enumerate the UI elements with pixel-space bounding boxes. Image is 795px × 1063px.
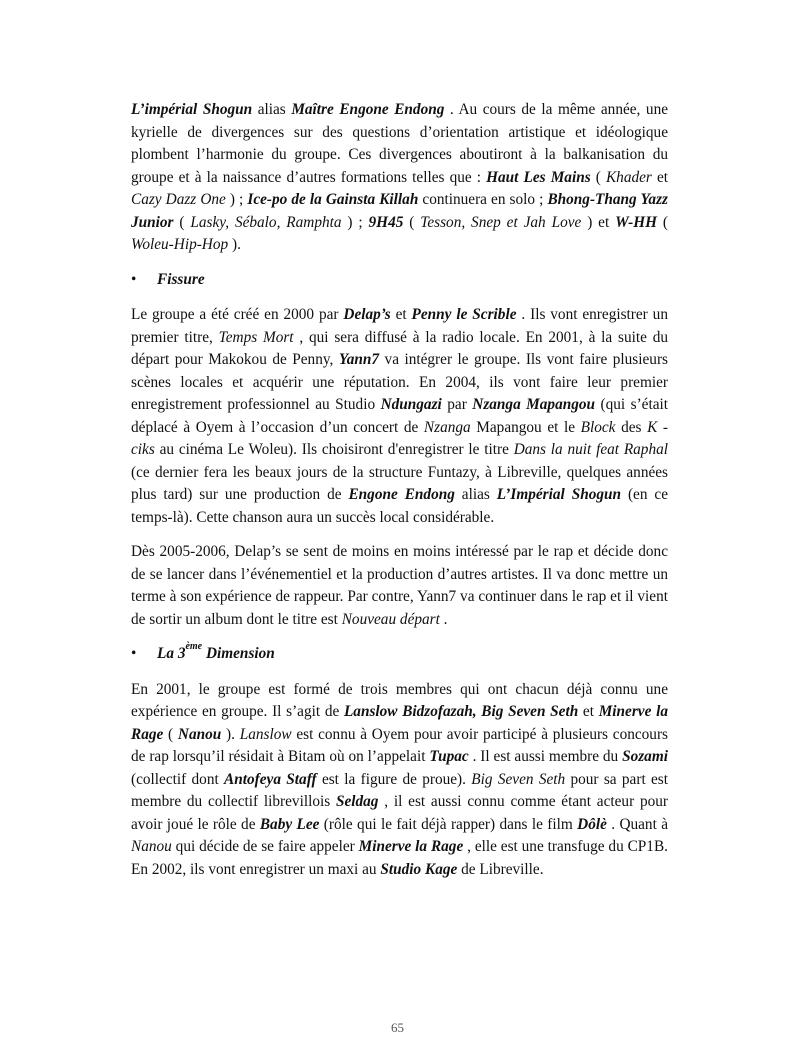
text: au cinéma Le Woleu). Ils choisiront d'enregistrer le titre: [154, 441, 514, 458]
artist-nickname: Tupac: [429, 748, 469, 765]
studio-name: Ndungazi: [380, 396, 442, 413]
text: (en ce temps-là). Cette chanson aura un succès local considérable.: [131, 486, 669, 526]
member-name: Khader: [605, 168, 652, 186]
text: . Ils vont enregistrer un premier titre,: [131, 306, 668, 346]
member-names: Lasky, Sébalo, Ramphta: [190, 213, 342, 231]
text: alias: [454, 486, 497, 503]
text: ).: [221, 725, 240, 743]
text: (collectif dont: [131, 770, 225, 788]
artist-nickname: Nanou: [177, 725, 222, 743]
artist-name: Delap’s: [343, 306, 391, 323]
text: . Au cours de la même année, une kyrielle de divergences sur des questions d’orientation artistique et idéologique plombent l’harmonie du groupe. Ces divergences aboutiront à la balkanisation du groupe et à la naissance d’autres formations telles que :: [131, 101, 669, 186]
text: (ce dernier fera les beaux jours de la structure Funtazy, à Libreville, quelques années plus tard) sur une production de: [131, 463, 668, 503]
group-name: 9H45: [368, 213, 404, 231]
text: (: [403, 213, 421, 231]
artist-name: Penny le Scrible: [411, 306, 517, 323]
section-heading-fissure: [131, 269, 668, 292]
section-title-superscript: ème: [185, 640, 203, 652]
section-heading-3eme-dimension: [131, 640, 668, 666]
text: va intégrer le groupe. Ils vont faire plusieurs scènes locales et acquérir une réputation. En 2004, ils vont faire leur premier enregistrement professionnel au Studio: [131, 351, 668, 413]
document-body: [131, 99, 668, 893]
artist-name: Lanslow: [239, 725, 292, 743]
text: continuera en solo ;: [418, 191, 548, 208]
artist-name: Minerve la Rage: [358, 838, 464, 855]
role-name: Baby Lee: [259, 815, 320, 833]
song-title: Dans la nuit feat Raphal: [513, 441, 669, 458]
bullet-marker: •: [131, 270, 137, 288]
group-name: Bhong-Thang Yazz Junior: [131, 191, 668, 231]
group-name: Haut Les Mains: [486, 168, 591, 186]
text: et: [578, 703, 599, 720]
artist-name: Big Seven Seth: [471, 770, 566, 788]
text: (: [590, 168, 606, 186]
text: des: [615, 418, 648, 436]
artist-nickname: Nanou: [131, 838, 172, 855]
album-title: Nouveau départ: [341, 610, 440, 628]
artist-name: Yann7: [338, 351, 380, 368]
text: (: [163, 725, 178, 743]
text: .: [439, 610, 448, 628]
paragraph-fissure: [131, 304, 668, 529]
paragraph-3eme-dimension: [131, 679, 668, 882]
text: par: [441, 396, 473, 413]
text: qui décide de se faire appeler: [171, 838, 359, 855]
song-title: Temps Mort: [218, 328, 294, 346]
text: et: [651, 168, 669, 186]
artist-name: Antofeya Staff: [224, 770, 317, 788]
text: , elle est une transfuge du CP1B. En 2002, ils vont enregistrer un maxi au: [131, 838, 668, 878]
collective-name: Seldag: [335, 793, 379, 810]
member-names: Lanslow Bidzofazah, Big Seven Seth: [343, 703, 579, 720]
bullet-marker: •: [131, 645, 137, 662]
artist-name: L’impérial Shogun: [131, 101, 253, 118]
text: ) ;: [225, 191, 248, 208]
section-title: [157, 640, 275, 666]
collective-name: Sozami: [622, 748, 668, 765]
text: (rôle qui le fait déjà rapper) dans le film: [319, 815, 578, 833]
group-name: W-HH: [615, 213, 658, 231]
text: (qui s’était déplacé à Oyem à l’occasion d’un concert de: [131, 396, 668, 436]
artist-name: Nzanga: [423, 418, 471, 436]
text: de Libreville.: [457, 860, 544, 878]
text: . Il est aussi membre du: [468, 748, 623, 765]
text: Mapangou et le: [470, 418, 581, 436]
studio-name: Studio Kage: [380, 860, 458, 878]
artist-name: Ice-po de la Gainsta Killah: [247, 191, 419, 208]
text: En 2001, le groupe est formé de trois membres qui ont chacun déjà connu une expérience en groupe. Il s’agit de: [131, 680, 668, 720]
text: (: [657, 213, 669, 231]
producer-alias: L’Impérial Shogun: [496, 486, 622, 503]
member-names: Tesson, Snep et Jah Love: [420, 213, 582, 231]
group-fullname: Woleu-Hip-Hop: [131, 236, 229, 253]
text: , il est aussi connu comme étant acteur pour avoir joué le rôle de: [131, 793, 668, 833]
member-name: Cazy Dazz One: [131, 191, 226, 208]
text: Dès 2005-2006, Delap’s se sent de moins en moins intéressé par le rap et décide donc de se lancer dans l’événementiel et la production d’autres artistes. Il va donc mettre un terme à son expérience de rappeur. Par contre, Yann7 va continuer dans le rap et il vient de sortir un album dont le titre est: [131, 543, 668, 628]
text: est la figure de proue).: [316, 770, 472, 788]
text: alias: [252, 101, 292, 118]
text: est connu à Oyem pour avoir participé à plusieurs concours de rap lorsqu’il résidait à Bitam où on l’appelait: [131, 725, 668, 765]
group-name: Block: [580, 418, 616, 436]
page-number: 65: [391, 1020, 404, 1035]
text: et: [390, 306, 412, 323]
group-name: K - ciks: [131, 418, 668, 458]
text: ) ;: [341, 213, 369, 231]
producer-name: Engone Endong: [348, 486, 455, 503]
text: pour sa part est membre du collectif librevillois: [131, 770, 668, 810]
producer-name: Nzanga Mapangou: [472, 396, 596, 413]
artist-name: Maître Engone Endong: [291, 101, 445, 118]
text: ) et: [581, 213, 616, 231]
section-title-part: La 3: [157, 645, 186, 662]
artist-name: Minerve la Rage: [131, 703, 668, 743]
film-title: Dôlè: [577, 815, 607, 833]
text: ).: [228, 236, 241, 253]
text: Le groupe a été créé en 2000 par: [131, 306, 344, 323]
text: , qui sera diffusé à la radio locale. En 2001, à la suite du départ pour Makokou de Penny,: [131, 328, 668, 368]
paragraph-groups-split: [131, 99, 668, 257]
section-title-part: Dimension: [202, 645, 275, 662]
text: . Quant à: [606, 815, 668, 833]
section-title: Fissure: [157, 270, 205, 288]
paragraph-delaps: [131, 541, 668, 631]
text: (: [173, 213, 191, 231]
